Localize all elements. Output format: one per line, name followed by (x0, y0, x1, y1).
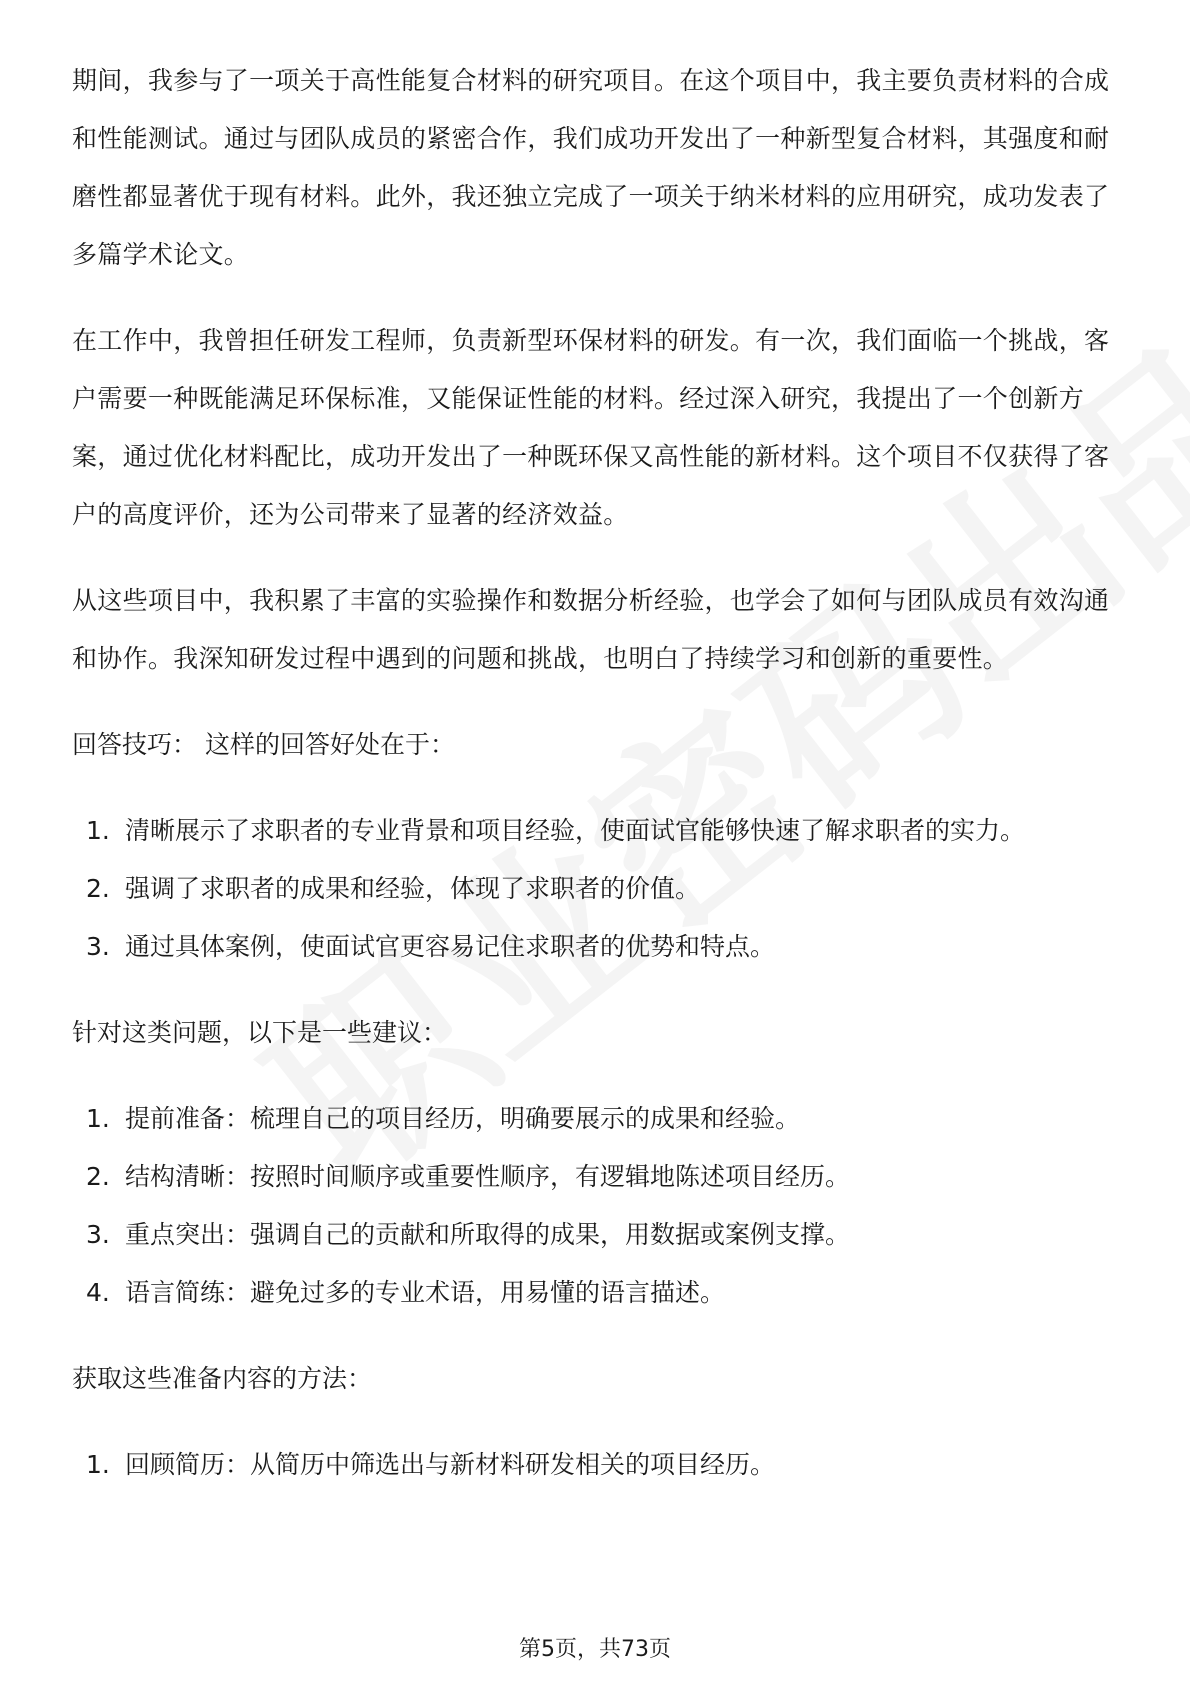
tips-heading: 回答技巧： 这样的回答好处在于： (72, 730, 455, 759)
advice-list (72, 1090, 1122, 1322)
list-item (72, 1264, 1122, 1322)
list-item (72, 802, 1122, 860)
paragraph-1: 期间，我参与了一项关于高性能复合材料的研究项目。在这个项目中，我主要负责材料的合成和性能测试。通过与团队成员的紧密合作，我们成功开发出了一种新型复合材料，其强度和耐磨性都显著优于现有材料。此外，我还独立完成了一项关于纳米材料的应用研究，成功发表了多篇学术论文。 (72, 66, 1110, 269)
list-number: 1. (86, 1450, 110, 1479)
list-item-text: 清晰展示了求职者的专业背景和项目经验，使面试官能够快速了解求职者的实力。 (125, 816, 1026, 845)
list-item (72, 1090, 1122, 1148)
list-item (72, 918, 1122, 976)
list-item-text: 提前准备：梳理自己的项目经历，明确要展示的成果和经验。 (125, 1104, 801, 1133)
list-number: 4. (86, 1278, 110, 1307)
paragraph-3: 从这些项目中，我积累了丰富的实验操作和数据分析经验，也学会了如何与团队成员有效沟通和协作。我深知研发过程中遇到的问题和挑战，也明白了持续学习和创新的重要性。 (72, 586, 1110, 673)
list-item-text: 重点突出：强调自己的贡献和所取得的成果，用数据或案例支撑。 (125, 1220, 851, 1249)
list-number: 2. (86, 1162, 110, 1191)
list-number: 2. (86, 874, 110, 903)
tips-list (72, 802, 1122, 976)
paragraph-2: 在工作中，我曾担任研发工程师，负责新型环保材料的研发。有一次，我们面临一个挑战，客户需要一种既能满足环保标准，又能保证性能的材料。经过深入研究，我提出了一个创新方案，通过优化材料配比，成功开发出了一种既环保又高性能的新材料。这个项目不仅获得了客户的高度评价，还为公司带来了显著的经济效益。 (72, 326, 1110, 529)
advice-heading: 针对这类问题，以下是一些建议： (72, 1018, 448, 1047)
list-item-text: 结构清晰：按照时间顺序或重要性顺序，有逻辑地陈述项目经历。 (125, 1162, 851, 1191)
list-number: 1. (86, 1104, 110, 1133)
list-item-text: 语言简练：避免过多的专业术语，用易懂的语言描述。 (125, 1278, 726, 1307)
list-item-text: 回顾简历：从简历中筛选出与新材料研发相关的项目经历。 (125, 1450, 776, 1479)
list-item-text: 强调了求职者的成果和经验，体现了求职者的价值。 (125, 874, 701, 903)
list-number: 3. (86, 932, 110, 961)
list-item-text: 通过具体案例，使面试官更容易记住求职者的优势和特点。 (125, 932, 776, 961)
methods-list (72, 1436, 1122, 1494)
list-number: 3. (86, 1220, 110, 1249)
list-item (72, 1436, 1122, 1494)
document-page (72, 52, 1122, 1522)
list-item (72, 1148, 1122, 1206)
list-number: 1. (86, 816, 110, 845)
page-footer: 第5页，共73页 (519, 1637, 671, 1662)
list-item (72, 1206, 1122, 1264)
methods-heading: 获取这些准备内容的方法： (72, 1364, 373, 1393)
list-item (72, 860, 1122, 918)
